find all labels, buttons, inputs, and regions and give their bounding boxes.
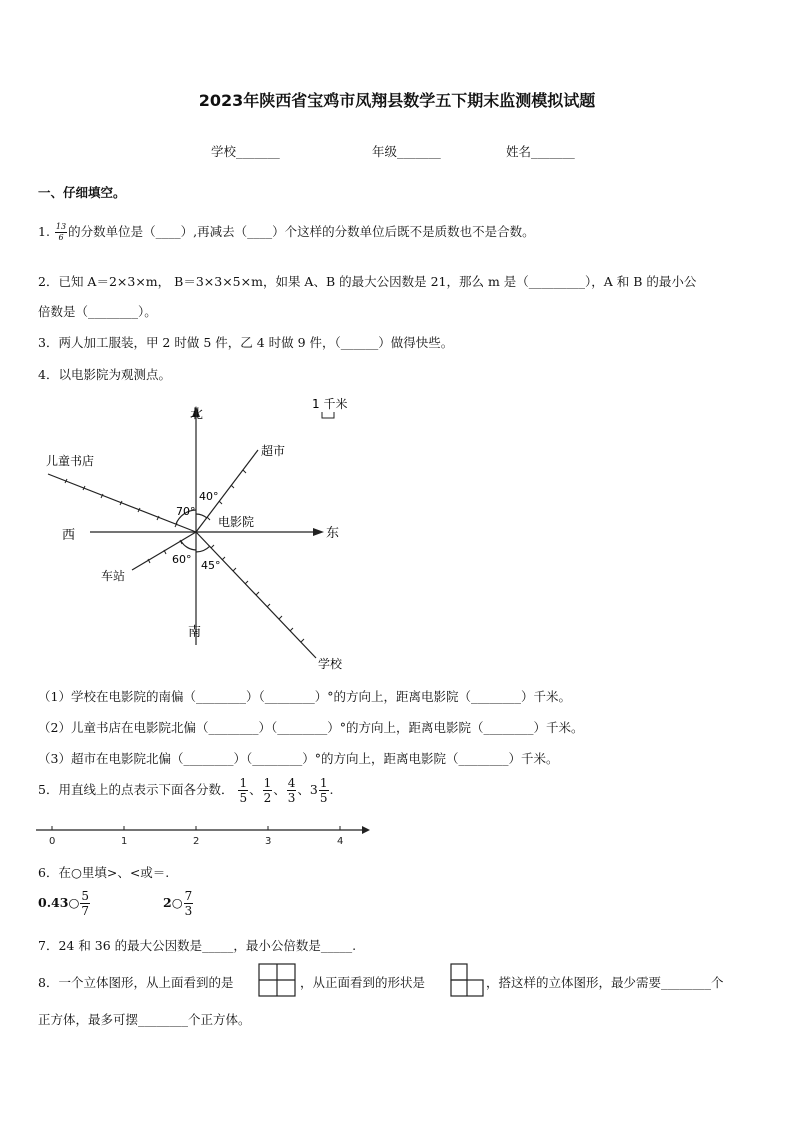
fraction-4: $\frac{1}{5}$ (319, 776, 328, 805)
label-north: 北 (190, 407, 204, 422)
number-line-tick-label: 1 (121, 836, 128, 847)
number-line-tick-label: 4 (337, 836, 344, 847)
east-arrow (313, 528, 324, 536)
number-line-tick-label: 2 (193, 836, 200, 847)
question-2-line-2: 倍数是（________）。 (38, 304, 157, 319)
question-8-line-2: 正方体，最多可摆________个正方体。 (38, 1012, 251, 1027)
question-5-text: 5．用直线上的点表示下面各分数． (38, 782, 234, 797)
question-7: 7．24 和 36 的最大公因数是_____，最小公倍数是_____. (38, 938, 357, 953)
question-1-fraction: $\frac{13}{6}$ (55, 222, 67, 242)
label-cinema: 电影院 (218, 515, 255, 529)
angle-45-label: 45° (201, 559, 221, 572)
angle-40-label: 40° (199, 490, 219, 503)
label-east: 东 (326, 526, 340, 541)
question-5: 5．用直线上的点表示下面各分数． $\frac{1}{5}$ 、 $\frac{1}{2}$ 、 $\frac{4}{3}$ 、3 $\frac{1}{5}$ . (38, 776, 334, 805)
angle-arc-45 (196, 546, 210, 552)
angle-arc-40 (196, 514, 207, 518)
scale-label: 1 千米 (312, 397, 348, 411)
question-1-text: 的分数单位是（____）,再减去（____）个这样的分数单位后既不是质数也不是合数。 (68, 224, 535, 239)
bookstore-ray (48, 474, 196, 532)
label-south: 南 (188, 625, 202, 640)
question-6-item-2: 2○ $\frac{7}{3}$ (163, 889, 193, 918)
question-2-line-1: 2．已知 A＝2×3×m， B＝3×3×5×m，如果 A、B 的最大公因数是 21，那么 m 是（_________），A 和 B 的最小公 (38, 274, 697, 289)
label-west: 西 (62, 528, 76, 543)
question-4: 4．以电影院为观测点。 (38, 367, 171, 382)
top-view-figure (258, 963, 296, 997)
school-ray-ticks (211, 545, 304, 642)
label-school: 学校 (318, 657, 343, 671)
scale-bar (322, 412, 334, 418)
label-station: 车站 (101, 569, 126, 583)
angle-arc-60 (181, 541, 196, 550)
bookstore-ray-ticks (65, 479, 177, 527)
number-line (30, 818, 380, 852)
fraction-1: $\frac{1}{5}$ (239, 776, 248, 805)
label-bookstore: 儿童书店 (46, 454, 95, 468)
question-6-item-1: 0.43○ $\frac{5}{7}$ (38, 889, 89, 918)
question-8-part-2: ，从正面看到的形状是 (300, 975, 426, 990)
question-4-part-2: （2）儿童书店在电影院北偏（________）（________）°的方向上，距离电影院（________）千米。 (38, 720, 584, 735)
question-8-part-3: ，搭这样的立体图形，最少需要________个 (486, 975, 724, 990)
angle-60-label: 60° (172, 553, 192, 566)
fraction-4-whole: 3 (309, 782, 318, 797)
label-supermarket: 超市 (261, 444, 286, 458)
section-heading: 一、仔细填空。 (38, 185, 126, 200)
number-line-tick-label: 3 (265, 836, 272, 847)
fraction-2: $\frac{1}{2}$ (263, 776, 272, 805)
number-line-tick-label: 0 (49, 836, 56, 847)
question-1 (38, 222, 535, 242)
grade-field: 年级_______ (372, 144, 441, 159)
question-8-line-1: 8．一个立体图形，从上面看到的是 (38, 975, 234, 990)
number-line-arrow (362, 826, 370, 834)
school-field: 学校_______ (211, 144, 280, 159)
question-1-number: 1. (38, 224, 50, 239)
direction-map (0, 390, 794, 680)
question-4-part-1: （1）学校在电影院的南偏（________）（________）°的方向上，距离电影院（________）千米。 (38, 689, 571, 704)
page-title: 2023年陕西省宝鸡市凤翔县数学五下期末监测模拟试题 (198, 91, 596, 110)
fraction-3: $\frac{4}{3}$ (287, 776, 296, 805)
name-field: 姓名_______ (506, 144, 575, 159)
front-view-figure (450, 963, 484, 997)
question-6: 6．在○里填>、<或＝. (38, 865, 170, 880)
question-4-part-3: （3）超市在电影院北偏（________）（________）°的方向上，距离电影院（________）千米。 (38, 751, 559, 766)
question-3: 3．两人加工服装，甲 2 时做 5 件，乙 4 时做 9 件，（______）做得快些。 (38, 335, 454, 350)
angle-70-label: 70° (176, 505, 196, 518)
